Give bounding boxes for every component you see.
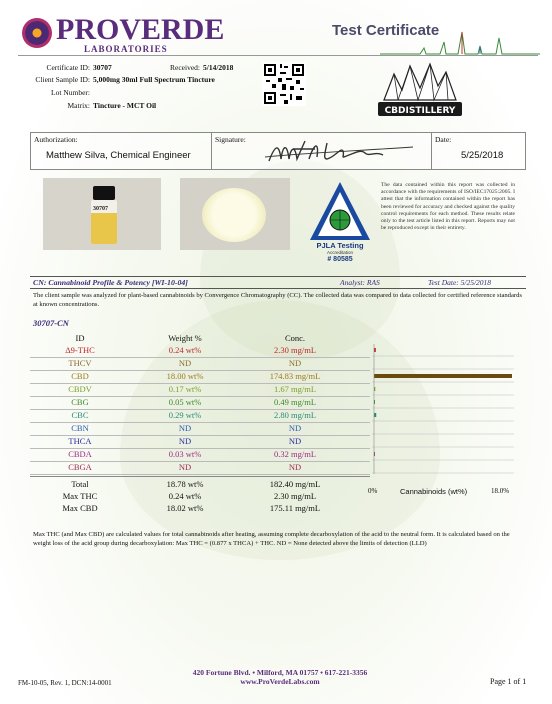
summary-conc: 182.40 mg/mL <box>269 479 321 489</box>
received-value: 5/14/2018 <box>203 63 234 72</box>
logo-wordmark: PROVERDE <box>56 13 225 46</box>
section-divider <box>30 288 526 289</box>
date-label: Date: <box>435 135 452 144</box>
concentration: 2.80 mg/mL <box>273 410 317 420</box>
concentration: 174.83 mg/mL <box>269 371 321 381</box>
sample-code: 30707-CN <box>33 318 69 328</box>
summary-label: Total <box>71 479 89 489</box>
cannabinoid-id: CBG <box>71 397 89 407</box>
cannabinoid-id: THCA <box>68 436 92 446</box>
summary-conc: 2.30 mg/mL <box>273 491 317 501</box>
oil-drop <box>202 188 266 242</box>
form-number: FM-10-05, Rev. 1, DCN:14-0001 <box>18 679 112 687</box>
proverde-logo <box>22 13 225 54</box>
cbdistillery-logo <box>374 60 466 120</box>
chart-bar-cbc <box>374 413 376 417</box>
weight-percent: 0.17 wt% <box>168 384 202 394</box>
qr-code-icon[interactable] <box>262 62 306 106</box>
weight-percent: 0.03 wt% <box>168 449 202 459</box>
cannabinoid-id: CBDV <box>68 384 92 394</box>
website-link[interactable]: www.ProVerdeLabs.com <box>240 677 320 686</box>
method-description: The client sample was analyzed for plant-based cannabinoids by Convergence Chromatography (CC). The collected data was compared to data collected for certified reference standards at known concentrations. <box>33 292 522 308</box>
concentration: ND <box>288 436 302 446</box>
cannabinoid-id: CBC <box>71 410 89 420</box>
chart-axis-min-label: 0% <box>368 487 378 495</box>
signature-image <box>265 137 415 167</box>
chromatogram-icon <box>380 28 540 56</box>
chart-bar-cbd <box>374 374 512 378</box>
logo-subtitle: LABORATORIES <box>84 44 168 54</box>
certificate-id-label: Certificate ID: <box>46 63 90 72</box>
sample-vial-photo <box>43 178 161 250</box>
cannabinoid-id: THCV <box>68 358 92 368</box>
logo-mark-icon <box>22 18 52 48</box>
received-label: Received: <box>170 63 200 72</box>
summary-weight: 0.24 wt% <box>168 491 202 501</box>
concentration: 2.30 mg/mL <box>273 345 317 355</box>
pjla-name: PJLA Testing <box>316 241 364 250</box>
weight-percent: ND <box>178 462 192 472</box>
cannabinoid-id: Δ9-THC <box>65 345 95 355</box>
weight-percent: ND <box>178 436 192 446</box>
weight-percent: 0.29 wt% <box>168 410 202 420</box>
vial-cap <box>93 186 115 200</box>
pjla-sub: Accreditation <box>326 250 354 255</box>
concentration: ND <box>288 358 302 368</box>
sample-drop-photo <box>180 178 290 250</box>
cannabinoid-id: CBGA <box>68 462 92 472</box>
row-divider <box>30 474 370 475</box>
weight-percent: 0.05 wt% <box>168 397 202 407</box>
chart-axis-label: Cannabinoids (wt%) <box>400 487 468 496</box>
authorization-label: Authorization: <box>34 135 78 144</box>
concentration: ND <box>288 462 302 472</box>
column-header-id: ID <box>75 333 85 343</box>
document-title: Test Certificate <box>332 22 440 39</box>
concentration: 0.32 mg/mL <box>273 449 317 459</box>
summary-weight: 18.78 wt% <box>166 479 204 489</box>
chart-axis-max-label: 18.0% <box>491 487 510 495</box>
section-title: CN: Cannabinoid Profile & Potency [WI-10-04] <box>33 278 188 287</box>
concentration: ND <box>288 423 302 433</box>
lab-address <box>130 668 430 686</box>
cannabinoid-id: CBDA <box>68 449 92 459</box>
client-sample-id-label: Client Sample ID: <box>35 75 90 84</box>
weight-percent: ND <box>178 358 192 368</box>
summary-label: Max THC <box>62 491 98 501</box>
lot-number-label: Lot Number: <box>51 88 90 97</box>
authorization-date: 5/25/2018 <box>461 150 504 161</box>
vial-label: 30707 <box>93 206 108 212</box>
column-header-weight: Weight % <box>168 333 202 343</box>
summary-conc: 175.11 mg/mL <box>269 503 321 513</box>
summary-divider <box>30 476 370 477</box>
cannabinoid-id: CBD <box>71 371 89 381</box>
matrix-label: Matrix: <box>67 101 90 110</box>
summary-weight: 18.02 wt% <box>166 503 204 513</box>
weight-percent: 18.00 wt% <box>166 371 204 381</box>
test-date: Test Date: 5/25/2018 <box>428 278 492 287</box>
concentration: 0.49 mg/mL <box>273 397 317 407</box>
matrix-value: Tincture - MCT Oil <box>93 101 157 110</box>
box-divider <box>431 133 432 169</box>
authorization-box <box>30 132 526 170</box>
client-sample-id-value: 5,000mg 30ml Full Spectrum Tincture <box>93 75 215 84</box>
concentration: 1.67 mg/mL <box>273 384 317 394</box>
section-divider <box>30 276 526 277</box>
certificate-id-value: 30707 <box>93 63 112 72</box>
weight-percent: 0.24 wt% <box>168 345 202 355</box>
weight-percent: ND <box>178 423 192 433</box>
pjla-number: # 80585 <box>327 256 353 262</box>
analyst: Analyst: RAS <box>340 278 380 287</box>
authorizer-name: Matthew Silva, Chemical Engineer <box>46 150 191 161</box>
accreditation-statement: The data contained within this report was collected in accordance with the requirements of ISO/IEC17025:2005. I attest that the information contained within the report has been reviewed for accuracy and checked against the quality control requirements for each method. These results relate only to the test article listed in this report. Reports may not be reproduced except in their entirety. <box>381 182 515 232</box>
column-header-conc: Conc. <box>284 333 306 343</box>
signature-label: Signature: <box>215 135 246 144</box>
client-logo-text: CBDISTILLERY <box>384 106 456 116</box>
summary-label: Max CBD <box>62 503 98 513</box>
header-divider <box>18 55 538 56</box>
pjla-accreditation-logo <box>306 180 374 262</box>
cannabinoid-id: CBN <box>71 423 89 433</box>
box-divider <box>211 133 212 169</box>
page-number: Page 1 of 1 <box>490 677 527 686</box>
address-line: 420 Fortune Blvd. • Milford, MA 01757 • 617-221-3356 <box>192 668 368 677</box>
cannabinoid-bar-chart <box>372 344 514 482</box>
calculation-footnote: Max THC (and Max CBD) are calculated values for total cannabinoids after heating, assuming complete decarboxylation of the acid to the neutral form. It is calculated based on the weight loss of the acid group during decarboxylation: Max THC = (0.877 x THCA) + THC. ND = None detected above the limits of detection (LLD) <box>33 531 510 547</box>
